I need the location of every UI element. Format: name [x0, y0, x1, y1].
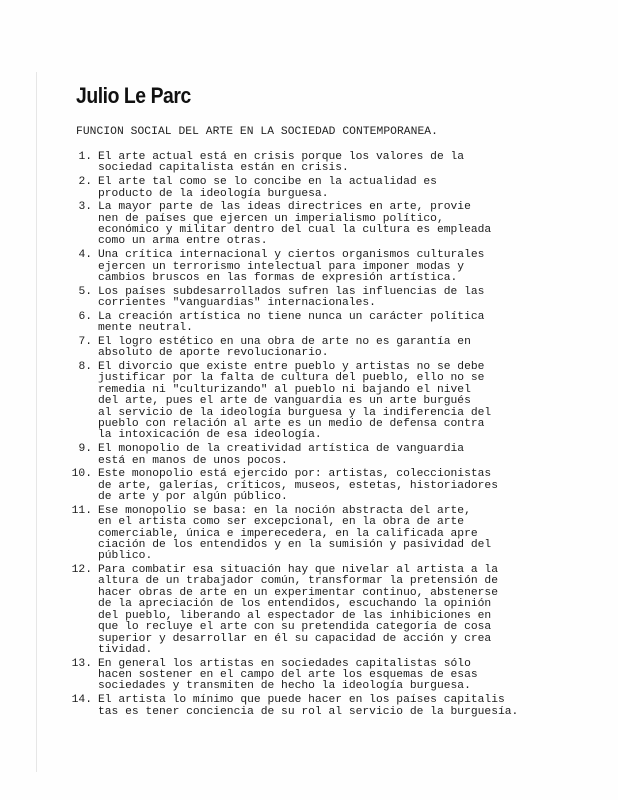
list-item	[70, 362, 518, 442]
item-text-line: corrientes "vanguardias" internacionales.	[98, 297, 376, 310]
item-number: 2.	[78, 176, 92, 189]
item-text-line: de arte y por algún público.	[98, 491, 288, 504]
item-text-line: En general los artistas en sociedades capitalistas sólo	[98, 657, 471, 670]
item-number: 12.	[71, 564, 92, 577]
author-heading: Julio Le Parc	[76, 83, 191, 108]
item-text	[98, 250, 484, 284]
item-text-line: como un arma entre otras.	[98, 235, 268, 248]
item-text-line: nen de países que ejercen un imperialismo político,	[98, 212, 444, 225]
item-text-line: El divorcio que existe entre pueblo y artistas no se debe	[98, 360, 485, 373]
numbered-statement-list	[70, 152, 518, 720]
item-text	[98, 469, 498, 503]
list-item	[70, 202, 518, 248]
item-text-line: La mayor parte de las ideas directrices en arte, provie	[98, 201, 471, 214]
list-item	[70, 312, 518, 335]
item-text-line: de arte, galerías, críticos, museos, estetas, historiadores	[98, 479, 498, 492]
item-text-line: ciación de los entendidos y en la sumisión y pasividad del	[98, 538, 492, 551]
list-item	[70, 444, 518, 467]
item-text-line: absoluto de aporte revolucionario.	[98, 347, 329, 360]
item-text	[98, 695, 518, 718]
item-text-line: pueblo con relación al arte es un medio de defensa contra	[98, 418, 485, 431]
item-text-line: producto de la ideología burguesa.	[98, 187, 329, 200]
list-item	[70, 469, 518, 503]
item-text-line: remedia ni "culturizando" al pueblo ni bajando el nivel	[98, 383, 471, 396]
item-text	[98, 202, 491, 248]
item-text-line: ejercen un terrorismo intelectual para imponer modas y	[98, 260, 465, 273]
item-text-line: al servicio de la ideología burguesa y la indiferencia del	[98, 406, 492, 419]
item-text-line: superior y desarrollar en él su capacidad de acción y crea	[98, 632, 492, 645]
item-text-line: está en manos de unos pocos.	[98, 454, 288, 467]
item-number: 1.	[78, 151, 92, 163]
item-text-line: Para combatir esa situación hay que nivelar al artista a la	[98, 564, 498, 577]
list-item	[70, 250, 518, 284]
item-number: 10.	[71, 468, 92, 481]
item-text-line: Este monopolio está ejercido por: artistas, coleccionistas	[98, 468, 492, 481]
item-number: 3.	[78, 201, 92, 214]
item-number: 9.	[78, 443, 92, 456]
item-number: 8.	[78, 360, 92, 373]
item-number: 14.	[71, 694, 92, 707]
list-item	[70, 565, 518, 656]
item-text-line: que lo recluye el arte con su pretendida categoría de cosa	[98, 621, 492, 634]
list-item	[70, 177, 518, 200]
item-text-line: El monopolio de la creatividad artística de vanguardia	[98, 443, 465, 456]
item-text-line: El artista lo mínimo que puede hacer en los países capitalis	[98, 694, 505, 707]
item-text-line: público.	[98, 550, 153, 563]
item-text	[98, 287, 484, 310]
item-text	[98, 177, 437, 200]
item-text-line: del arte, pues el arte de vanguardia es un arte burgués	[98, 395, 471, 408]
item-number: 13.	[71, 657, 92, 670]
item-text-line: La creación artística no tiene nunca un carácter política	[98, 310, 485, 323]
item-number: 7.	[78, 335, 92, 348]
item-text-line: sociedad capitalista están en crisis.	[98, 162, 349, 175]
item-number: 11.	[71, 504, 92, 517]
item-text-line: Ese monopolio se basa: en la noción abstracta del arte,	[98, 504, 471, 517]
list-item	[70, 695, 518, 718]
item-text-line: del pueblo, liberando al espectador de las inhibiciones en	[98, 609, 492, 622]
item-text-line: El arte tal como se lo concibe en la actualidad es	[98, 176, 437, 189]
item-text	[98, 312, 484, 335]
item-text	[98, 337, 471, 360]
item-text-line: en el artista como ser excepcional, en la obra de arte	[98, 516, 465, 529]
item-text-line: mente neutral.	[98, 322, 193, 335]
item-text	[98, 362, 491, 442]
item-text	[98, 565, 498, 656]
item-text-line: de la apreciación de los entendidos, escuchando la opinión	[98, 598, 492, 611]
item-text-line: comerciable, única e imperecedera, en la calificada apre	[98, 527, 478, 540]
item-text-line: sociedades y transmiten de hecho la ideología burguesa.	[98, 680, 471, 693]
item-text	[98, 152, 464, 175]
item-text-line: El logro estético en una obra de arte no es garantía en	[98, 335, 471, 348]
item-text	[98, 506, 491, 563]
item-number: 6.	[78, 310, 92, 323]
item-text-line: El arte actual está en crisis porque los valores de la	[98, 151, 465, 163]
item-text-line: hacen sostener en el campo del arte los esquemas de esas	[98, 669, 478, 682]
item-text-line: la intoxicación de esa ideología.	[98, 429, 322, 442]
item-text-line: Los países subdesarrollados sufren las influencias de las	[98, 285, 485, 298]
item-text-line: Una crítica internacional y ciertos organismos culturales	[98, 249, 485, 262]
list-item	[70, 152, 518, 175]
list-item	[70, 659, 518, 693]
item-text-line: justificar por la falta de cultura del pueblo, ello no se	[98, 372, 485, 385]
list-item	[70, 506, 518, 563]
item-number: 4.	[78, 249, 92, 262]
item-text	[98, 659, 478, 693]
document-title: FUNCION SOCIAL DEL ARTE EN LA SOCIEDAD CONTEMPORANEA.	[76, 126, 438, 138]
item-text-line: cambios bruscos en las formas de expresión artística.	[98, 271, 458, 284]
list-item	[70, 287, 518, 310]
item-text	[98, 444, 464, 467]
item-text-line: altura de un trabajador común, transformar la pretensión de	[98, 575, 498, 588]
item-number: 5.	[78, 285, 92, 298]
item-text-line: hacer obras de arte en un experimentar continuo, abstenerse	[98, 586, 498, 599]
list-item	[70, 337, 518, 360]
item-text-line: tividad.	[98, 643, 153, 656]
item-text-line: tas es tener conciencia de su rol al servicio de la burguesía.	[98, 705, 519, 718]
item-text-line: económico y militar dentro del cual la cultura es empleada	[98, 224, 492, 237]
scan-edge-line	[36, 72, 37, 772]
